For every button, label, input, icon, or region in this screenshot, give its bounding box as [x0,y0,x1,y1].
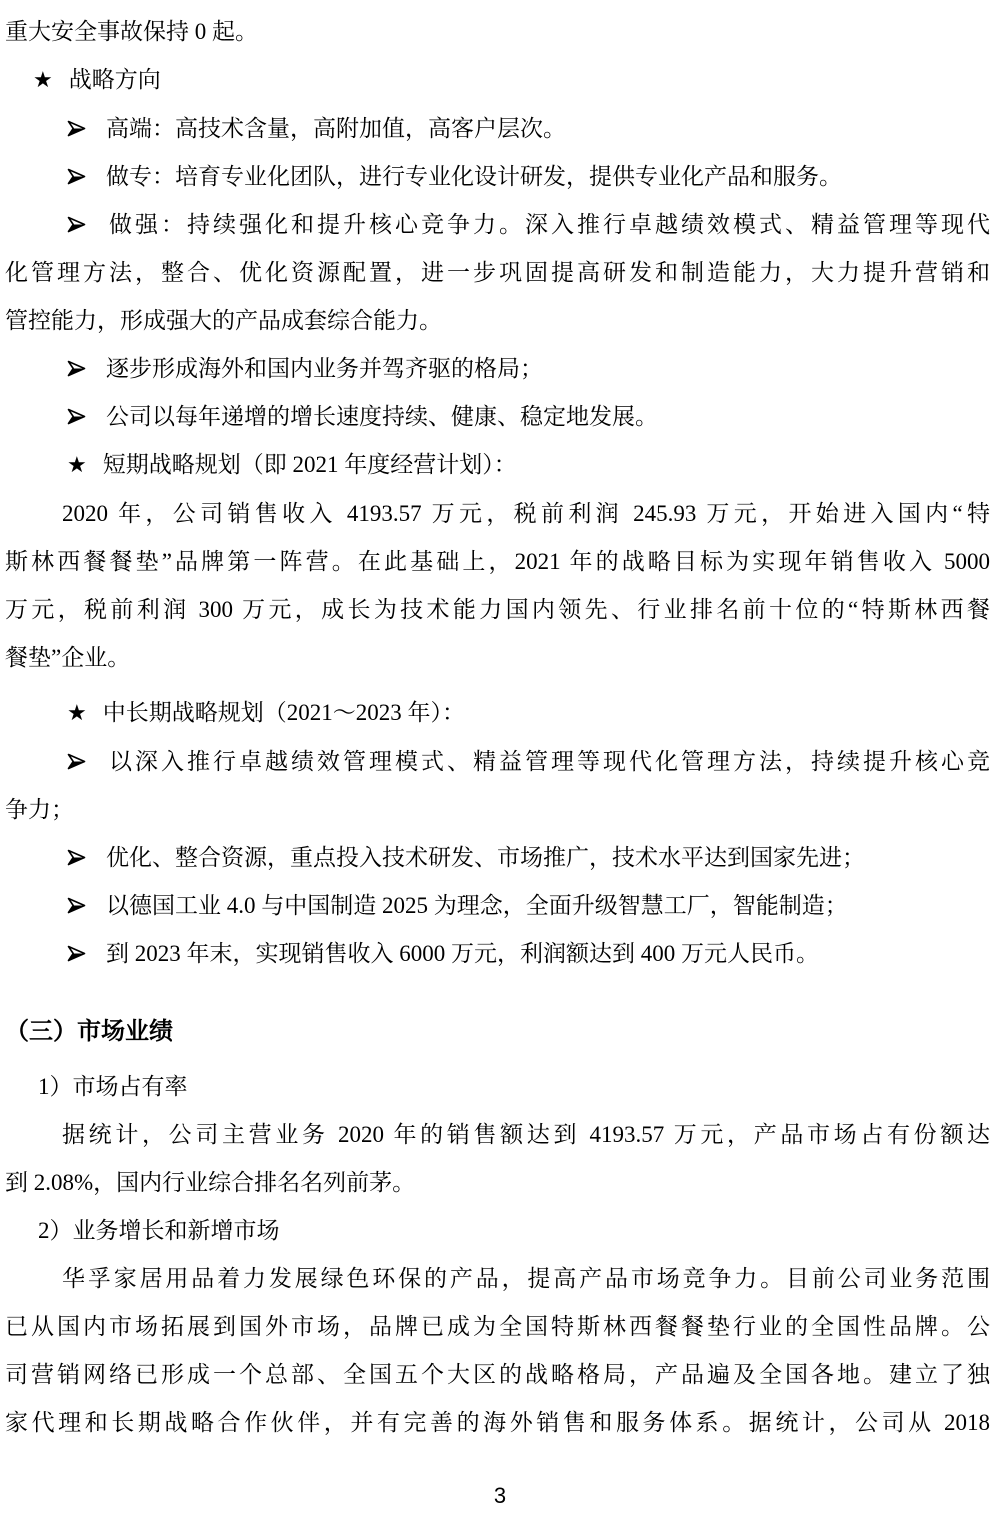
text-line [5,1008,990,1056]
text-line [5,105,990,153]
arrow-bullet-icon [67,105,86,153]
paragraph-bullet-6 [5,393,990,441]
line-text: 优化、整合资源，重点投入技术研发、市场推广，技术水平达到国家先进； [106,845,865,870]
text-line [5,689,990,738]
text-line [5,882,990,930]
line-text: 高端：高技术含量，高附加值，高客户层次。 [106,116,566,141]
star-bullet-icon: ★ [33,68,53,93]
text-line [5,249,990,297]
line-text: 到 2023 年末，实现销售收入 6000 万元，利润额达到 400 万元人民币。 [106,941,819,966]
line-text: 管控能力，形成强大的产品成套综合能力。 [5,308,442,333]
line-text: 短期战略规划（即 2021 年度经营计划）： [102,452,517,477]
text-line [5,634,990,682]
line-text: 1）市场占有率 [38,1074,188,1099]
line-text: 华孚家居用品着力发展绿色环保的产品，提高产品市场竞争力。目前公司业务范围 [62,1266,990,1291]
paragraph-bullet-10 [5,738,990,834]
text-line [5,1159,990,1207]
paragraph-bullet-2 [5,105,990,153]
text-line [5,738,990,786]
paragraph-star-l1-1 [5,56,990,105]
line-text: 逐步形成海外和国内业务并驾齐驱的格局； [106,356,543,381]
line-text: 化管理方法，整合、优化资源配置，进一步巩固提高研发和制造能力，大力提升营销和 [5,260,990,285]
line-text: 司营销网络已形成一个总部、全国五个大区的战略格局，产品遍及全国各地。建立了独 [5,1362,990,1387]
text-line [5,441,990,490]
arrow-bullet-icon [67,738,86,786]
text-line [5,8,990,56]
line-text: 公司以每年递增的增长速度持续、健康、稳定地发展。 [106,404,658,429]
text-line [5,1303,990,1351]
text-line [5,393,990,441]
line-text: 据统计，公司主营业务 2020 年的销售额达到 4193.57 万元，产品市场占有份额达 [62,1122,990,1147]
text-line [5,786,990,834]
arrow-bullet-icon [67,201,86,249]
text-line [5,586,990,634]
paragraph-bullet-5 [5,345,990,393]
document-content [5,8,990,1447]
line-text: 2）业务增长和新增市场 [38,1218,280,1243]
text-line [5,1255,990,1303]
arrow-bullet-icon [67,393,86,441]
line-text: （三）市场业绩 [5,1019,173,1045]
text-line [5,834,990,882]
line-text: 斯林西餐餐垫”品牌第一阵营。在此基础上，2021 年的战略目标为实现年销售收入 5000 [5,549,990,574]
paragraph-body-18 [5,1255,990,1447]
line-text: 餐垫”企业。 [5,645,131,670]
line-text: 到 2.08%，国内行业综合排名名列前茅。 [5,1170,416,1195]
paragraph-heading-14 [5,1008,990,1056]
paragraph-sub-15 [5,1063,990,1111]
line-text: 争力； [5,797,74,822]
arrow-bullet-icon [67,882,86,930]
arrow-bullet-icon [67,930,86,978]
line-text: 中长期战略规划（2021～2023 年）： [102,700,465,725]
text-line [5,1063,990,1111]
text-line [5,297,990,345]
text-line [5,201,990,249]
line-text: 重大安全事故保持 0 起。 [5,19,258,44]
text-line [5,1207,990,1255]
paragraph-sub-17 [5,1207,990,1255]
text-line [5,930,990,978]
text-line [5,1399,990,1447]
star-bullet-icon: ★ [67,453,87,478]
text-line [5,490,990,538]
line-text: 以深入推行卓越绩效管理模式、精益管理等现代化管理方法，持续提升核心竞 [106,749,990,774]
line-text: 以德国工业 4.0 与中国制造 2025 为理念，全面升级智慧工厂，智能制造； [106,893,848,918]
page-number: 3 [493,1483,507,1508]
arrow-bullet-icon [67,345,86,393]
arrow-bullet-icon [67,834,86,882]
line-text: 2020 年，公司销售收入 4193.57 万元，税前利润 245.93 万元，开始进入国内“特 [62,501,990,526]
line-text: 战略方向 [68,67,161,92]
paragraph-bullet-11 [5,834,990,882]
arrow-bullet-icon [67,153,86,201]
paragraph-bullet-12 [5,882,990,930]
line-text: 万元，税前利润 300 万元，成长为技术能力国内领先、行业排名前十位的“特斯林西餐 [5,597,990,622]
text-line [5,538,990,586]
paragraph-bullet-4 [5,201,990,345]
paragraph-star-l2-9 [5,689,990,738]
line-text: 家代理和长期战略合作伙伴，并有完善的海外销售和服务体系。据统计，公司从 2018 [5,1410,990,1435]
paragraph-body-16 [5,1111,990,1207]
paragraph-plain-0 [5,8,990,56]
line-text: 做强：持续强化和提升核心竞争力。深入推行卓越绩效模式、精益管理等现代 [106,212,990,237]
text-line [5,56,990,105]
text-line [5,345,990,393]
paragraph-bullet-13 [5,930,990,978]
paragraph-bullet-3 [5,153,990,201]
text-line [5,153,990,201]
star-bullet-icon: ★ [67,701,87,726]
paragraph-star-l2-7 [5,441,990,490]
text-line [5,1111,990,1159]
line-text: 已从国内市场拓展到国外市场，品牌已成为全国特斯林西餐餐垫行业的全国性品牌。公 [5,1314,990,1339]
text-line [5,1351,990,1399]
line-text: 做专：培育专业化团队，进行专业化设计研发，提供专业化产品和服务。 [106,164,842,189]
paragraph-body-8 [5,490,990,682]
